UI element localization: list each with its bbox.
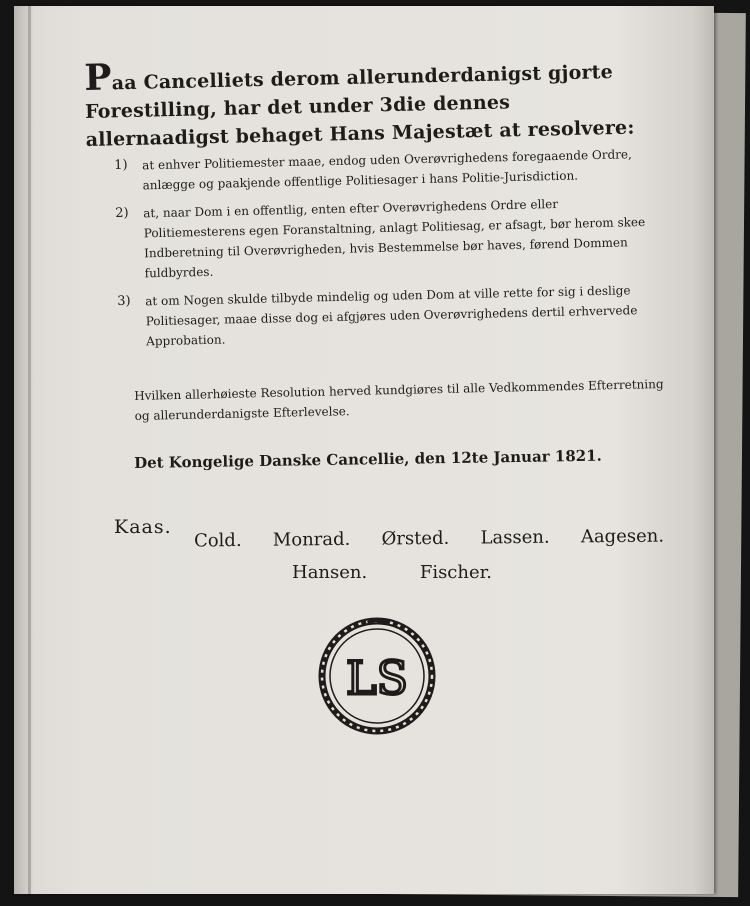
signature-name: Hansen. [292, 562, 368, 583]
signature-main: Kaas. [114, 516, 172, 538]
signature-name: Lassen. [480, 526, 550, 549]
resolution-item [115, 192, 657, 284]
resolution-items [114, 144, 658, 360]
signature-row-2 [292, 562, 492, 583]
item-text: at, naar Dom i en offentlig, enten efter Overøvrighedens Ordre eller Politiemesterens egen Foranstaltning, anlagt Politiesag, er afsagt, bør herom skee Indberetning til Overøvrigheden, hvis Bestemmelse bør haves, førend Dommen fuldbyrdes. [143, 196, 646, 281]
closing-paragraph: Hvilken allerhøieste Resolution herved kundgiøres til alle Vedkommendes Efterretning og allerunderdanigste Efterlevelse. [134, 376, 664, 423]
item-number: 2) [115, 205, 129, 221]
seal-monogram: LS [345, 651, 409, 705]
signature-name: Fischer. [419, 562, 492, 583]
heading-text: aa Cancelliets derom allerunderdanigst gjorte Forestilling, har det under 3die dennes allernaadigst behaget Hans Majestæt at resolvere: [84, 61, 635, 151]
signature-name: Aagesen. [580, 525, 665, 548]
item-number: 3) [117, 293, 131, 309]
signature-row-1 [194, 526, 664, 552]
signature-name: Monrad. [272, 528, 351, 551]
resolution-item [114, 144, 655, 196]
signature-name: Ørsted. [381, 527, 450, 550]
ls-seal-stamp [316, 614, 438, 738]
document-page [14, 6, 714, 894]
signature-name: Cold. [193, 529, 242, 552]
heading-initial: P [83, 56, 113, 99]
dateline: Det Kongelige Danske Cancellie, den 12te Januar 1821. [134, 446, 602, 472]
item-text: at enhver Politiemester maae, endog uden Overøvrighedens foregaaende Ordre, anlægge og paakjende offentlige Politiesager i hans Politie-Jurisdiction. [142, 147, 632, 193]
resolution-item [117, 280, 658, 352]
heading [84, 51, 646, 154]
item-text: at om Nogen skulde tilbyde mindelig og uden Dom at ville rette for sig i deslige Politiesager, maae disse dog ei afgjøres uden Overøvrighedens dertil erhvervede Approbation. [145, 283, 638, 349]
item-number: 1) [114, 157, 128, 173]
